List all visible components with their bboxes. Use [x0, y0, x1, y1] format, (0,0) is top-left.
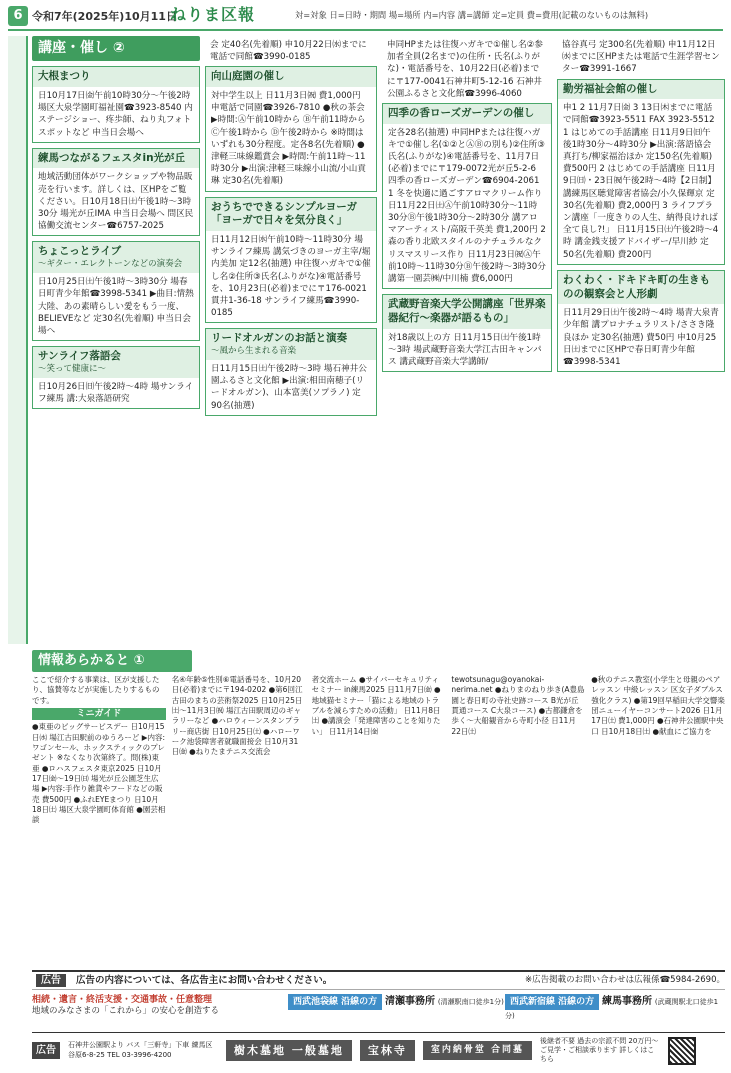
event-title: 武蔵野音楽大学公開講座「世界楽器紀行～楽器が語るもの」: [383, 295, 551, 328]
office-station: (清瀬駅南口徒歩1分): [437, 998, 504, 1006]
mini-guide-label: ミニガイド: [32, 708, 166, 720]
column-4: [557, 36, 725, 644]
info-column: [32, 675, 166, 965]
event-title: おうちでできるシンプルヨーガ「ヨーガで日々を気分良く」: [206, 198, 376, 231]
event-body: 日10月25日㈯午後1時～3時30分 場春日町青少年館☎3998-5341 ▶曲目:情熱大陸、あの素晴らしい愛をもう一度、BELIEVEなど 定30名(先着順) 申当日会場へ: [38, 277, 194, 336]
event-body: 対中学生以上 日11月3日㈷ 費1,000円 申電話で同園☎3926-7810 ●秋の茶会 ▶時間:Ⓐ午前10時から Ⓑ午前11時から Ⓒ午後1時から Ⓓ午後2時から ※時間はいずれも30分程度。定各8名(先着順) ●津軽三味線鑑賞会 ▶時間:午前11時～11時30分 ▶出演:津軽三味線小山流/小山貢琳 定30名(先着順): [211, 91, 366, 187]
event-title-text: サンライフ落語会: [38, 350, 121, 363]
event-title-text: ちょこっとライブ: [38, 245, 122, 258]
office-line-badge: 西武新宿線 沿線の方: [505, 994, 599, 1010]
publication-logo: ねりま区報: [170, 5, 256, 24]
section-side-tab: [8, 36, 28, 644]
event-block: [557, 79, 725, 265]
page-header: [0, 0, 731, 30]
info-column: 名④年齢⑤性別⑥電話番号を、10月20日(必着)までに〒194-0202 ●第6回江古田のまちの芸術祭2025 日10月25日㈯～11月3日㈷ 場江古田駅周辺のギャラリーなど ●ハロウィーンスタンプラリー商店街 日10月25日㈯ ●ハローワーク池袋障害者就職面接会 日10月31日㈮ ●ねりたまテニス交流会: [171, 674, 303, 757]
event-subtitle: ～笑って健康に～: [38, 363, 107, 374]
office-kiyose: [288, 994, 508, 1028]
event-block: [382, 294, 552, 372]
header-rule: [8, 29, 723, 31]
event-title: [206, 329, 376, 360]
office-station: (武蔵関駅北口徒歩1分): [505, 998, 719, 1021]
event-subtitle: ～風から生まれる音楽: [211, 346, 297, 357]
info-intro: ここで紹介する事業は、区が支援したり、協賛等などが実施したりするものです。: [32, 674, 160, 705]
info-columns: [32, 675, 725, 965]
ad-label: 広告: [36, 974, 66, 988]
event-block: [557, 270, 725, 372]
event-block: [205, 197, 377, 324]
event-body-continued: 会 定40名(先着順) 申10月22日㈬までに電話で同館☎3990-0185: [210, 40, 367, 63]
info-text: ●東亜のビッグサービスデー 日10月15日㈬ 場江古田駅前のゆうろーど ▶内容:ワゴンセール、ホックスティックのプレゼント ※なくなり次第終了。問(株)東亜 ●ロハスフェスタ東京2025 日10月17日㈮～19日㈰ 場光が丘公園芝生広場 ▶内容:手作り雑貨やフードなどの販売 費500円 ●ふれEYEまつり 日10月18日㈯ 場区大泉学園町体育館 ●園芸相談: [32, 722, 166, 825]
office-name: 清瀬事務所: [385, 996, 436, 1007]
ad-subline: 地域のみなさまの「これから」の安心を創造する: [32, 1006, 220, 1017]
info-heading: 情報あらかると ①: [32, 650, 192, 672]
info-section: [32, 650, 725, 965]
event-title: [33, 242, 199, 273]
event-block: [32, 66, 200, 142]
event-body-continued: 協谷真弓 定300名(先着順) 申11月12日㈬までに区HPまたは電話で生涯学習センター☎3991-1667: [562, 40, 720, 75]
event-body: 定各28名(抽選) 申同HPまたは往復ハガキで①催し名(①②とⒶⒷの別も)②住所③氏名(ふりがな)④電話番号を、11月7日(必着)までに〒179-0072光が丘5-2-6 四季の香ローズガーデン☎6904-2061 1 冬を快適に過ごすアロマクリーム作り 日11月22日㈯Ⓐ午前10時30分～11時30分Ⓑ午後1時30分～2時30分 講アロマアーティスト/高阪千英美 費1,200円 2 森の香り北欧スタイルのナチュラルなクリスマスリース作り 日11月23日㈷Ⓐ午前10時～11時30分Ⓑ午後2時～3時30分 講第一園芸㈱/中川楠 費6,000円: [388, 127, 546, 285]
event-block: [382, 103, 552, 289]
ad-notice: 広告の内容については、各広告主にお問い合わせください。: [76, 974, 333, 986]
qr-code-icon[interactable]: [668, 1037, 696, 1065]
temple-ad: [32, 1032, 725, 1068]
event-title: 向山庭園の催し: [206, 67, 376, 87]
ad-tagline: 相続・遺言・終活支援・交通事故・任意整理: [32, 995, 213, 1005]
column-1: [32, 36, 200, 644]
info-column: tewotsunagu@oyanokai-nerima.net ●ねりまのねり歩き(A豊島園と春日町の寺社史跡コース B光が丘貫通コース C大泉コース) ●古都鎌倉を歩く～大船観音から寺町小径 日11月22日㈯: [451, 674, 585, 736]
temple-name: 宝林寺: [360, 1040, 415, 1061]
event-body: 対18歳以上の方 日11月15日㈯午後1時～3時 場武蔵野音楽大学江古田キャンパス 講武蔵野音楽大学講師/: [388, 332, 542, 367]
event-body: 日11月15日㈯午後2時～3時 場石神井公園ふるさと文化館 ▶出演:相田南穂子(リードオルガン)、山本富美(ソプラノ) 定90名(抽選): [211, 364, 367, 411]
event-block: [32, 346, 200, 409]
section-title: 講座・催し ②: [32, 36, 200, 61]
temple-access: 石神井公園駅より バス「三軒寺」下車 練馬区谷原6-8-25 TEL 03-3996-4200: [68, 1041, 213, 1059]
symbol-legend: 対=対象 日=日時・期間 場=場所 内=内容 講=講師 定=定員 費=費用(記載のないものは無料): [295, 10, 649, 20]
event-body: 日11月29日㈯午後2時～4時 場青大泉青少年館 講プロナチュラリスト/ささき隆良ほか 定30名(抽選) 費50円 申10月25日㈯までに区HPで春日町青少年館☎3998-5341: [563, 308, 719, 367]
law-firm-ad: [32, 994, 282, 1030]
ad-notice-bar: [32, 970, 725, 990]
event-body: 日11月12日㈬午前10時～11時30分 場サンライフ練馬 講気づきのヨーガ主宰/堀内美加 定12名(抽選) 申往復ハガキで①催し名②住所③氏名(ふりがな)④電話番号を、10月23日(必着)までに〒176-0021貫井1-36-18 サンライフ練馬☎3990-0185: [211, 234, 371, 319]
event-body: 地域活動団体がワークショップや物品販売を行います。詳しくは、区HPをご覧ください。日10月18日㈯午後1時～3時30分 場光が丘IMA 申当日会場へ 問区民協働交流センター☎6757-2025: [38, 172, 194, 232]
event-title-text: リードオルガンのお話と演奏: [211, 332, 348, 345]
temple-promo: 後継者不要 過去の宗派不問 20万円～ ご見学・ご相談承ります 詳しくはこちら: [539, 1036, 659, 1064]
event-block: [32, 148, 200, 237]
event-title: 大根まつり: [33, 67, 199, 87]
event-body: 申1 2 11月7日㈮ 3 13日㈭までに電話で同館☎3923-5511 FAX 3923-5512 1 はじめての手話講座 日11月9日㈰午後1時30分～4時30分 ▶出演:落語協会真打ち/柳家福治ほか 定150名(先着順) 費500円 2 はじめての手話講座 日11月9日㈰・23日㈷午後2時～4時【2日制】 講練馬区聴覚障害者協会/小久保輝京 定30名(先着順) 費2,000円 3 ライフプラン講座「一度きりの人生、納得良ければ全て良し?!」 日11月15日㈯午後2時～4時 講金銭支援アドバイザー/早川紗 定50名(先着順) 費200円: [563, 103, 719, 260]
bottom-ad-label: 広告: [32, 1042, 60, 1060]
ad-contact-note: ※広告掲載のお問い合わせは広報係☎5984-2690。: [524, 974, 725, 985]
page-number: 6: [8, 6, 28, 26]
event-title: 四季の香ローズガーデンの催し: [383, 104, 551, 124]
info-column: 者交流ホーム ●サイバーセキュリティセミナー in練馬2025 日11月7日㈮ ●地域猫セミナー「猫による地域のトラブルを減らすための活動」 日11月8日㈯ ●講演会「発達障害のことを知りたい」 日11月14日㈮: [311, 674, 441, 736]
column-3: [382, 36, 552, 644]
issue-date: 令和7年(2025年)10月11日: [32, 10, 177, 23]
event-body-continued: 申同HPまたは往復ハガキで①催し名②参加者全員(2名まで)の住所・氏名(ふりがな)・電話番号を、10月22日(必着)までに〒177-0041石神井町5-12-16 石神井公園ふるさと文化館☎3996-4060: [387, 40, 543, 99]
office-line-badge: 西武池袋線 沿線の方: [288, 994, 382, 1010]
event-title: 練馬つながるフェスタin光が丘: [33, 149, 199, 169]
event-body: 日10月26日㈰午後2時～4時 場サンライフ練馬 講:大泉落語研究: [38, 381, 194, 405]
event-title: [33, 347, 199, 378]
office-nerima: [505, 994, 725, 1028]
info-column: ●秋のテニス教室(小学生と母親のペアレッスン 中級レッスン 区女子ダブルス強化クラス) ●第19回早稲田大学交響楽団ニューイヤーコンサート2026 日1月17日㈯ 費1,000円 ●石神井公園駅中央口 日10月18日㈯ ●献血にご協力を: [591, 674, 725, 736]
temple-graves: 樹木墓地 一般墓地: [226, 1040, 352, 1061]
event-block: [205, 66, 377, 191]
event-title: 勤労福祉会館の催し: [558, 80, 724, 100]
column-2: [205, 36, 377, 644]
event-subtitle: ～ギター・エレクトーンなどの演奏会: [38, 259, 183, 270]
event-body: 日10月17日㈮午前10時30分～午後2時 場区大泉学園町福祉園☎3923-8540 内ステージショー、疼歩師、ねり丸フォトスポットなど 申当日会場へ: [38, 90, 193, 138]
event-title: わくわく・ドキドキ町の生きものの観察会と人形劇: [558, 271, 724, 304]
event-block: [32, 241, 200, 341]
event-block: [205, 328, 377, 416]
temple-facilities: 室内納骨堂 合同墓: [423, 1041, 532, 1059]
office-name: 練馬事務所: [602, 996, 653, 1007]
